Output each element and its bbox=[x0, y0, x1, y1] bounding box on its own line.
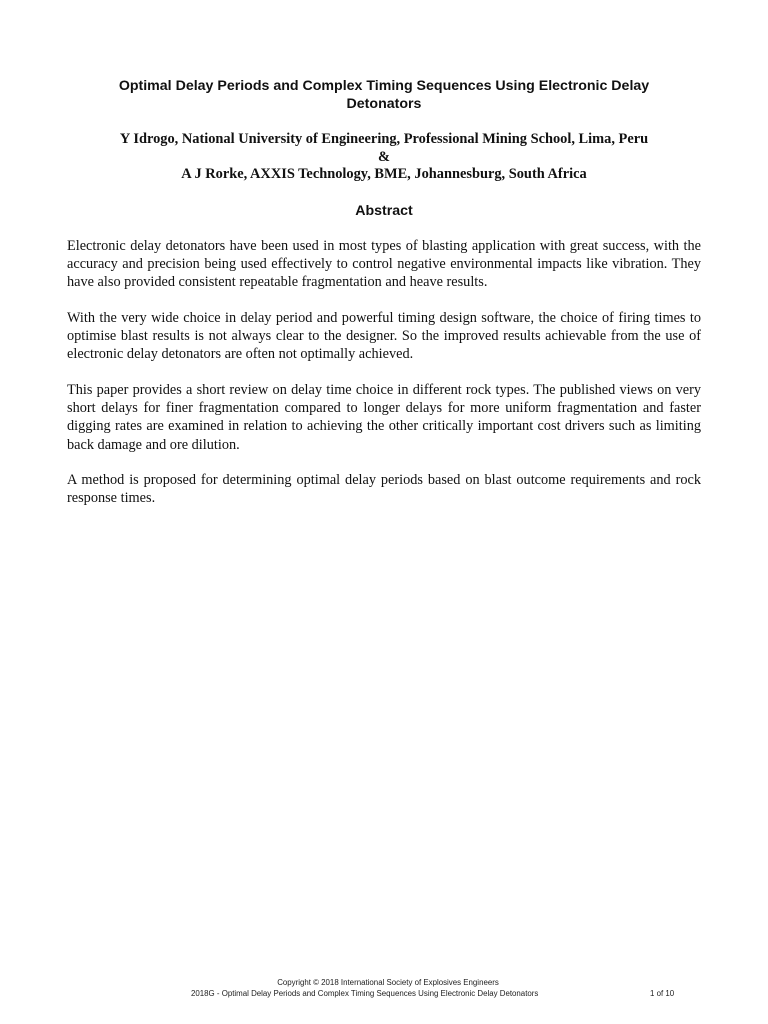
page-footer bbox=[0, 977, 768, 999]
abstract-paragraph-3: This paper provides a short review on delay time choice in different rock types. The published views on very short delays for finer fragmentation compared to longer delays for more uniform fragmentation and faster digging rates are examined in relation to achieving the other critically important cost drivers such as limiting back damage and ore dilution. bbox=[67, 382, 701, 453]
abstract-heading: Abstract bbox=[355, 203, 413, 219]
author-line-1: Y Idrogo, National University of Engineering, Professional Mining School, Lima, Peru bbox=[119, 131, 649, 147]
abstract-paragraph-1: Electronic delay detonators have been used in most types of blasting application with great success, with the accuracy and precision being used effectively to control negative environmental impacts like vibration. They have also provided consistent repeatable fragmentation and heave results. bbox=[67, 238, 701, 291]
paper-title: Optimal Delay Periods and Complex Timing Sequences Using Electronic Delay Detonators bbox=[118, 78, 650, 112]
abstract-paragraph-2: With the very wide choice in delay period and powerful timing design software, the choice of firing times to optimise blast results is not always clear to the designer. So the improved results achievable from the use of electronic delay detonators are often not optimally achieved. bbox=[67, 310, 701, 363]
footer-reference-line bbox=[0, 988, 768, 999]
abstract-body bbox=[67, 237, 701, 525]
footer-copyright: Copyright © 2018 International Society of Explosives Engineers bbox=[277, 978, 499, 987]
author-block bbox=[60, 131, 708, 184]
author-separator: & bbox=[378, 148, 390, 165]
author-line-2: A J Rorke, AXXIS Technology, BME, Johannesburg, South Africa bbox=[181, 166, 587, 182]
abstract-paragraph-4: A method is proposed for determining optimal delay periods based on blast outcome requirements and rock response times. bbox=[67, 472, 701, 507]
footer-paper-reference: 2018G - Optimal Delay Periods and Complex Timing Sequences Using Electronic Delay Detonators bbox=[191, 989, 539, 998]
footer-page-number: 1 of 10 bbox=[650, 989, 675, 998]
